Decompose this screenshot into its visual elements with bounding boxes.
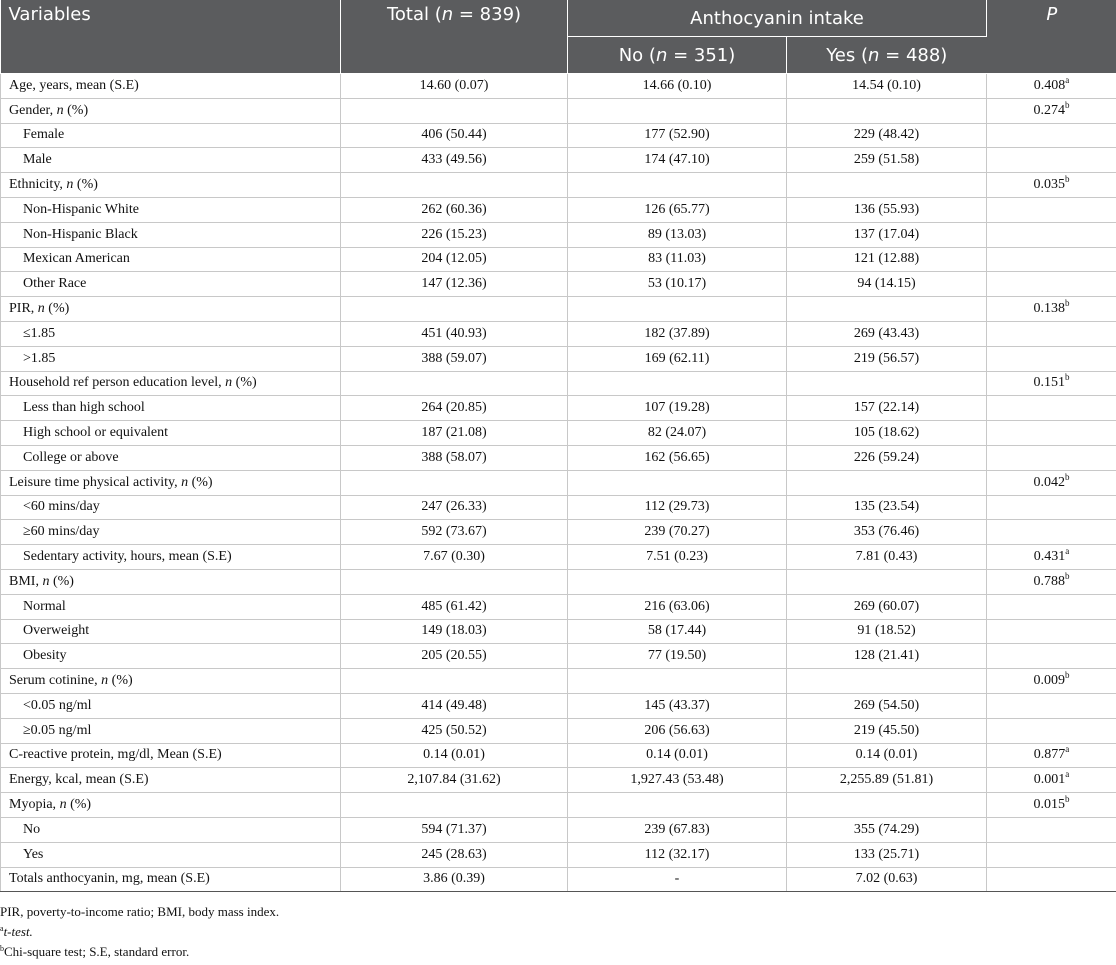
- cell-yes: 229 (48.42): [787, 123, 987, 148]
- header-variables: Variables: [1, 0, 341, 74]
- cell-yes: 219 (56.57): [787, 346, 987, 371]
- table-row: [1, 569, 1116, 594]
- header-total: Total (n = 839): [341, 0, 568, 74]
- cell-total: [341, 173, 568, 198]
- table-row: [1, 693, 1116, 718]
- cell-p-value: 0.138$^b$: [987, 297, 1116, 322]
- cell-no: 162 (56.65): [568, 445, 787, 470]
- header-no: No (n = 351): [568, 37, 787, 74]
- table-row: [1, 594, 1116, 619]
- table-row: [1, 421, 1116, 446]
- row-label: Non-Hispanic Black: [1, 222, 341, 247]
- table-row: [1, 768, 1116, 793]
- cell-total: 226 (15.23): [341, 222, 568, 247]
- cell-yes: 219 (45.50): [787, 718, 987, 743]
- row-label: Gender, n (%): [1, 98, 341, 123]
- cell-no: 174 (47.10): [568, 148, 787, 173]
- header-p-label: P: [1046, 4, 1058, 25]
- cell-total: [341, 569, 568, 594]
- table-row: [1, 793, 1116, 818]
- cell-total: 414 (49.48): [341, 693, 568, 718]
- header-anthocyanin-intake: Anthocyanin intake: [568, 0, 987, 37]
- cell-total: [341, 98, 568, 123]
- cell-yes: 91 (18.52): [787, 619, 987, 644]
- cell-total: 388 (59.07): [341, 346, 568, 371]
- cell-no: [568, 297, 787, 322]
- row-label: <60 mins/day: [1, 495, 341, 520]
- row-label: Household ref person education level, n (%): [1, 371, 341, 396]
- table-header: [1, 0, 1116, 74]
- cell-yes: 353 (76.46): [787, 520, 987, 545]
- footnote-a-text: t-test.: [3, 924, 33, 939]
- cell-no: 82 (24.07): [568, 421, 787, 446]
- cell-yes: [787, 98, 987, 123]
- cell-no: 112 (29.73): [568, 495, 787, 520]
- table-row: [1, 272, 1116, 297]
- cell-p-value: [987, 148, 1116, 173]
- table-row: [1, 842, 1116, 867]
- cell-total: 433 (49.56): [341, 148, 568, 173]
- row-label: >1.85: [1, 346, 341, 371]
- cell-p-value: 0.035$^b$: [987, 173, 1116, 198]
- table-row: [1, 173, 1116, 198]
- cell-p-value: [987, 247, 1116, 272]
- cell-total: 451 (40.93): [341, 321, 568, 346]
- cell-yes: [787, 669, 987, 694]
- cell-p-value: 0.015$^b$: [987, 793, 1116, 818]
- cell-total: 2,107.84 (31.62): [341, 768, 568, 793]
- cell-yes: 105 (18.62): [787, 421, 987, 446]
- cell-no: [568, 669, 787, 694]
- cell-no: 89 (13.03): [568, 222, 787, 247]
- cell-total: [341, 297, 568, 322]
- cell-yes: 269 (54.50): [787, 693, 987, 718]
- cell-p-value: 0.788$^b$: [987, 569, 1116, 594]
- cell-p-value: [987, 197, 1116, 222]
- cell-total: 204 (12.05): [341, 247, 568, 272]
- cell-p-value: [987, 272, 1116, 297]
- cell-no: [568, 569, 787, 594]
- cell-p-value: 0.151$^b$: [987, 371, 1116, 396]
- cell-total: 7.67 (0.30): [341, 545, 568, 570]
- cell-p-value: [987, 421, 1116, 446]
- row-label: Less than high school: [1, 396, 341, 421]
- row-label: ≥0.05 ng/ml: [1, 718, 341, 743]
- row-label: Totals anthocyanin, mg, mean (S.E): [1, 867, 341, 892]
- cell-total: 245 (28.63): [341, 842, 568, 867]
- cell-yes: 7.81 (0.43): [787, 545, 987, 570]
- cell-p-value: 0.877$^a$: [987, 743, 1116, 768]
- table-footnotes: [0, 902, 1116, 962]
- table-row: [1, 197, 1116, 222]
- row-label: Mexican American: [1, 247, 341, 272]
- p-footnote-mark: b: [1065, 372, 1070, 383]
- table-row: [1, 644, 1116, 669]
- table-row: [1, 148, 1116, 173]
- cell-no: 77 (19.50): [568, 644, 787, 669]
- cell-total: 149 (18.03): [341, 619, 568, 644]
- cell-no: [568, 470, 787, 495]
- cell-no: 107 (19.28): [568, 396, 787, 421]
- table-row: [1, 222, 1116, 247]
- cell-p-value: [987, 222, 1116, 247]
- table-row: [1, 495, 1116, 520]
- cell-p-value: [987, 817, 1116, 842]
- cell-total: 594 (71.37): [341, 817, 568, 842]
- cell-total: 592 (73.67): [341, 520, 568, 545]
- cell-yes: 135 (23.54): [787, 495, 987, 520]
- cell-yes: [787, 793, 987, 818]
- row-label: Non-Hispanic White: [1, 197, 341, 222]
- cell-no: 126 (65.77): [568, 197, 787, 222]
- cell-no: 177 (52.90): [568, 123, 787, 148]
- row-label: Ethnicity, n (%): [1, 173, 341, 198]
- cell-no: -: [568, 867, 787, 892]
- cell-no: 112 (32.17): [568, 842, 787, 867]
- cell-yes: [787, 371, 987, 396]
- cell-no: 239 (70.27): [568, 520, 787, 545]
- row-label: Sedentary activity, hours, mean (S.E): [1, 545, 341, 570]
- cell-no: [568, 173, 787, 198]
- cell-p-value: [987, 520, 1116, 545]
- table-row: [1, 520, 1116, 545]
- cell-yes: 133 (25.71): [787, 842, 987, 867]
- header-p-value: [987, 0, 1116, 74]
- cell-total: 247 (26.33): [341, 495, 568, 520]
- row-label: Male: [1, 148, 341, 173]
- cell-no: 58 (17.44): [568, 619, 787, 644]
- cell-yes: 14.54 (0.10): [787, 74, 987, 99]
- cell-total: [341, 371, 568, 396]
- row-label: College or above: [1, 445, 341, 470]
- cell-total: [341, 793, 568, 818]
- row-label: Obesity: [1, 644, 341, 669]
- table-row: [1, 817, 1116, 842]
- cell-yes: [787, 297, 987, 322]
- p-footnote-mark: b: [1065, 471, 1070, 482]
- row-label: Yes: [1, 842, 341, 867]
- footnote-b: [0, 942, 1116, 962]
- cell-yes: 355 (74.29): [787, 817, 987, 842]
- table-row: [1, 123, 1116, 148]
- table-row: [1, 297, 1116, 322]
- p-footnote-mark: b: [1065, 298, 1070, 309]
- row-label: Overweight: [1, 619, 341, 644]
- cell-yes: 2,255.89 (51.81): [787, 768, 987, 793]
- p-footnote-mark: a: [1065, 744, 1070, 755]
- cell-yes: 7.02 (0.63): [787, 867, 987, 892]
- cell-p-value: [987, 842, 1116, 867]
- cell-no: 145 (43.37): [568, 693, 787, 718]
- p-footnote-mark: b: [1065, 670, 1070, 681]
- row-label: <0.05 ng/ml: [1, 693, 341, 718]
- cell-yes: 128 (21.41): [787, 644, 987, 669]
- cell-no: 83 (11.03): [568, 247, 787, 272]
- table-row: [1, 74, 1116, 99]
- footnote-a-mark: a: [0, 924, 4, 933]
- cell-no: 14.66 (0.10): [568, 74, 787, 99]
- cell-total: 3.86 (0.39): [341, 867, 568, 892]
- row-label: BMI, n (%): [1, 569, 341, 594]
- row-label: Serum cotinine, n (%): [1, 669, 341, 694]
- cell-yes: 259 (51.58): [787, 148, 987, 173]
- cell-yes: 137 (17.04): [787, 222, 987, 247]
- table-row: [1, 470, 1116, 495]
- cell-yes: 226 (59.24): [787, 445, 987, 470]
- cell-yes: [787, 173, 987, 198]
- cell-total: 262 (60.36): [341, 197, 568, 222]
- cell-total: [341, 669, 568, 694]
- p-footnote-mark: b: [1065, 570, 1070, 581]
- cell-p-value: [987, 123, 1116, 148]
- cell-yes: 121 (12.88): [787, 247, 987, 272]
- cell-p-value: [987, 644, 1116, 669]
- footnote-a: [0, 922, 1116, 942]
- table-row: [1, 321, 1116, 346]
- cell-no: 239 (67.83): [568, 817, 787, 842]
- cell-no: 182 (37.89): [568, 321, 787, 346]
- table-row: [1, 371, 1116, 396]
- cell-p-value: [987, 693, 1116, 718]
- cell-total: 485 (61.42): [341, 594, 568, 619]
- row-label: Other Race: [1, 272, 341, 297]
- cell-no: [568, 793, 787, 818]
- cell-total: 264 (20.85): [341, 396, 568, 421]
- cell-no: [568, 98, 787, 123]
- table-row: [1, 396, 1116, 421]
- cell-p-value: 0.274$^b$: [987, 98, 1116, 123]
- cell-p-value: [987, 867, 1116, 892]
- cell-total: 388 (58.07): [341, 445, 568, 470]
- cell-yes: 157 (22.14): [787, 396, 987, 421]
- cell-total: 14.60 (0.07): [341, 74, 568, 99]
- cell-p-value: [987, 619, 1116, 644]
- cell-p-value: [987, 495, 1116, 520]
- cell-p-value: 0.042$^b$: [987, 470, 1116, 495]
- cell-total: [341, 470, 568, 495]
- footnote-b-text: Chi-square test; S.E, standard error.: [4, 944, 190, 959]
- row-label: Leisure time physical activity, n (%): [1, 470, 341, 495]
- cell-p-value: 0.431$^a$: [987, 545, 1116, 570]
- row-label: Age, years, mean (S.E): [1, 74, 341, 99]
- table-row: [1, 718, 1116, 743]
- row-label: Female: [1, 123, 341, 148]
- table-row: [1, 669, 1116, 694]
- table-row: [1, 445, 1116, 470]
- cell-yes: 136 (55.93): [787, 197, 987, 222]
- cell-total: 0.14 (0.01): [341, 743, 568, 768]
- cell-no: 1,927.43 (53.48): [568, 768, 787, 793]
- cell-total: 425 (50.52): [341, 718, 568, 743]
- cell-yes: 269 (60.07): [787, 594, 987, 619]
- cell-yes: 269 (43.43): [787, 321, 987, 346]
- p-footnote-mark: b: [1065, 174, 1070, 185]
- p-footnote-mark: a: [1065, 769, 1070, 780]
- cell-total: 147 (12.36): [341, 272, 568, 297]
- p-footnote-mark: a: [1065, 546, 1070, 557]
- row-label: ≤1.85: [1, 321, 341, 346]
- table-row: [1, 619, 1116, 644]
- footnote-b-mark: b: [0, 944, 4, 953]
- row-label: PIR, n (%): [1, 297, 341, 322]
- cell-no: 0.14 (0.01): [568, 743, 787, 768]
- cell-no: 7.51 (0.23): [568, 545, 787, 570]
- cell-no: 169 (62.11): [568, 346, 787, 371]
- table-body: [1, 74, 1116, 892]
- table-row: [1, 545, 1116, 570]
- table-row: [1, 346, 1116, 371]
- cell-p-value: [987, 346, 1116, 371]
- row-label: Normal: [1, 594, 341, 619]
- cell-p-value: [987, 321, 1116, 346]
- cell-p-value: 0.001$^a$: [987, 768, 1116, 793]
- cell-p-value: 0.009$^b$: [987, 669, 1116, 694]
- header-yes: Yes (n = 488): [787, 37, 987, 74]
- row-label: Energy, kcal, mean (S.E): [1, 768, 341, 793]
- row-label: C-reactive protein, mg/dl, Mean (S.E): [1, 743, 341, 768]
- cell-p-value: [987, 594, 1116, 619]
- cell-total: 187 (21.08): [341, 421, 568, 446]
- table-row: [1, 743, 1116, 768]
- cell-p-value: 0.408$^a$: [987, 74, 1116, 99]
- cell-p-value: [987, 396, 1116, 421]
- cell-total: 406 (50.44): [341, 123, 568, 148]
- table-row: [1, 867, 1116, 892]
- cell-no: 206 (56.63): [568, 718, 787, 743]
- row-label: Myopia, n (%): [1, 793, 341, 818]
- table-row: [1, 247, 1116, 272]
- row-label: High school or equivalent: [1, 421, 341, 446]
- row-label: ≥60 mins/day: [1, 520, 341, 545]
- table-row: [1, 98, 1116, 123]
- footnote-abbreviations: PIR, poverty-to-income ratio; BMI, body mass index.: [0, 904, 280, 919]
- cell-yes: 0.14 (0.01): [787, 743, 987, 768]
- row-label: No: [1, 817, 341, 842]
- p-footnote-mark: b: [1065, 99, 1070, 110]
- p-footnote-mark: b: [1065, 794, 1070, 804]
- cell-yes: 94 (14.15): [787, 272, 987, 297]
- cell-yes: [787, 470, 987, 495]
- cell-p-value: [987, 445, 1116, 470]
- cell-no: 53 (10.17): [568, 272, 787, 297]
- p-footnote-mark: a: [1065, 74, 1070, 85]
- cell-total: 205 (20.55): [341, 644, 568, 669]
- cell-no: [568, 371, 787, 396]
- cell-yes: [787, 569, 987, 594]
- cell-no: 216 (63.06): [568, 594, 787, 619]
- cell-p-value: [987, 718, 1116, 743]
